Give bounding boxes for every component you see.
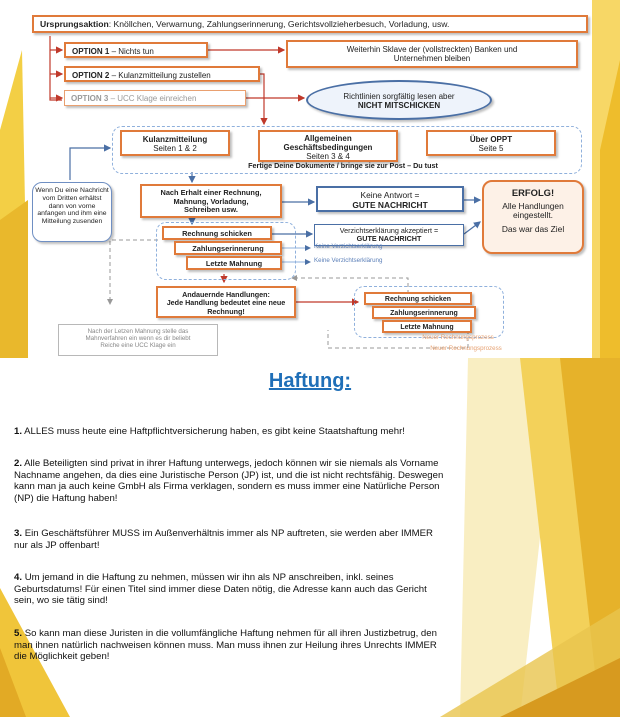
paragraph-1-number: 1. (14, 426, 23, 437)
after-invoice-box (140, 184, 282, 218)
success-title: ERFOLG! (511, 187, 555, 198)
ongoing-line-2: Jede Handlung bedeutet eine neue (166, 298, 286, 308)
no-waiver-2: Keine Verzichtserklärung (314, 257, 383, 264)
third-party-line-3: dann von vorne (48, 202, 96, 210)
doc-agb (258, 130, 398, 162)
paragraph-4-line-3: sein, wo sie tätig sind! (14, 595, 108, 607)
no-answer-line-2: GUTE NACHRICHT (352, 199, 428, 210)
paragraph-2-line-3: kann man ja auch keine GmbH als Firma verklagen, sondern es muss immer eine Natürliche Person (14, 481, 440, 493)
doc-oppt-pages: Seite 5 (478, 144, 504, 154)
new-payment-reminder-box: Zahlungserinnerung (372, 306, 476, 319)
last-reminder-box: Letzte Mahnung (186, 256, 282, 270)
option-2-box (64, 66, 260, 82)
doc-oppt (426, 130, 556, 156)
origin-action-label: Ursprungsaktion (40, 19, 109, 29)
success-line-2: eingestellt. (512, 210, 554, 221)
haftung-title: Haftung: (268, 370, 352, 392)
option-1-result-box (286, 40, 578, 68)
no-waiver-1: Keine Verzichtserklärung (314, 243, 383, 250)
paragraph-2 (14, 458, 604, 504)
after-invoice-line-1: Nach Erhalt einer Rechnung, (160, 188, 262, 197)
paragraph-4-number: 4. (14, 572, 23, 583)
paragraph-3-line-2: nur als JP offenbart! (14, 539, 100, 551)
doc-agb-pages: Seiten 3 & 4 (306, 152, 350, 162)
option-3-label: OPTION 3 (71, 94, 109, 103)
option-1-text: – Nichts tun (109, 47, 154, 56)
new-send-invoice-box: Rechnung schicken (364, 292, 472, 305)
paragraph-2-line-4: (NP) die Haftung haben! (14, 492, 118, 504)
after-invoice-line-2: Mahnung, Vorladung, (173, 196, 249, 206)
success-line-3: Das war das Ziel (501, 224, 565, 235)
ongoing-line-1: Andauernde Handlungen: (182, 290, 270, 299)
origin-action-box (32, 15, 588, 33)
paragraph-1 (14, 426, 604, 438)
third-party-line-1: Wenn Du eine Nachricht (35, 187, 109, 194)
option-1-result-line-1: Weiterhin Sklave der (vollstreckten) Banken und (346, 45, 518, 54)
waiver-accepted-line-1: Verzichtserklärung akzeptiert = (339, 226, 439, 235)
option-3-text: – UCC Klage einreichen (108, 94, 197, 103)
option-2-label: OPTION 2 (72, 71, 110, 80)
third-party-line-2: vom Dritten erhältst (42, 194, 102, 202)
paragraph-5-number: 5. (14, 628, 23, 639)
documents-caption: Fertige Deine Dokumente / bringe sie zur Post – Du tust (248, 161, 438, 170)
flowchart-area (28, 12, 592, 358)
new-last-reminder-box: Letzte Mahnung (382, 320, 472, 333)
after-invoice-line-3: Schreiben usw. (184, 205, 238, 215)
paragraph-2-line-1: Alle Beteiligten sind privat in ihrer Haftung unterwegs, jedoch können wir sie niemals als Vorname (24, 458, 439, 469)
option-1-result-line-2: Unternehmen bleiben (393, 54, 471, 64)
option-1-box (64, 42, 208, 58)
doc-kulanzmitteilung-title: Kulanzmitteilung (142, 135, 208, 144)
after-last-line-3: Reiche eine UCC Klage ein (100, 342, 176, 350)
paragraph-5-line-1: So kann man diese Juristen in die vollumfängliche Haftung nehmen für all ihren Justizbetrug, den (24, 628, 437, 639)
paragraph-4-line-1: Um jemand in die Haftung zu nehmen, müssen wir ihn als NP anschreiben, inkl. seines (24, 572, 394, 583)
paragraph-3-line-1: Ein Geschäftsführer MUSS im Außenverhältnis immer als NP auftreten, sie werden aber IMMER (24, 528, 433, 539)
doc-kulanzmitteilung-pages: Seiten 1 & 2 (153, 144, 197, 154)
ongoing-line-3: Rechnung! (207, 306, 245, 316)
paragraph-5 (14, 628, 604, 663)
after-last-line-2: Mahnverfahren ein wenn es dir beliebt (85, 335, 191, 343)
waiver-accepted-line-2: GUTE NACHRICHT (356, 234, 422, 244)
paragraph-5-line-2: man ihnen natürlich nachweisen können muss. Man muss ihnen zur Heilung ihres Unrechts IMMER (14, 639, 437, 651)
warning-ellipse (306, 80, 492, 120)
haftung-slide (0, 358, 620, 717)
doc-agb-title-2: Geschäftsbedingungen (283, 143, 373, 153)
after-last-reminder-box (58, 324, 218, 356)
doc-agb-title-1: Allgemeinen (304, 134, 352, 143)
no-answer-box (316, 186, 464, 212)
third-party-box (32, 182, 112, 242)
paragraph-5-line-3: die Möglichkeit geben! (14, 651, 110, 663)
new-process-label-1: Neuer Rechnungsprozess (422, 334, 494, 341)
send-invoice-box: Rechnung schicken (162, 226, 272, 240)
paragraph-2-line-2: Nachname angehen, da dies eine Juristische Person (JP) ist, und die ist nicht rechtsfähig. Deswegen (14, 469, 444, 481)
paragraph-4-line-2: Geburtsdatums! Für einen Titel sind immer diese Daten nötig, die Adresse kann auch das Gericht (14, 583, 427, 595)
paragraph-1-line-1: ALLES muss heute eine Haftpflichtversicherung haben, es gibt keine Staatshaftung mehr! (24, 426, 405, 437)
option-2-text: – Kulanzmitteilung zustellen (109, 71, 211, 80)
no-answer-line-1: Keine Antwort = (360, 190, 420, 200)
paragraph-3 (14, 528, 604, 551)
third-party-line-4: anfangen und ihm eine (37, 210, 107, 218)
warning-line-2: NICHT MITSCHICKEN (357, 101, 441, 111)
success-box (482, 180, 584, 254)
paragraph-3-number: 3. (14, 528, 23, 539)
flowchart-slide (0, 0, 620, 358)
origin-action-text: : Knöllchen, Verwarnung, Zahlungserinnerung, Gerichtsvollzieherbesuch, Vorladung, usw. (108, 19, 450, 29)
paragraph-4 (14, 572, 604, 607)
warning-line-1: Richtlinien sorgfältig lesen aber (343, 92, 455, 101)
third-party-line-5: Mitteilung zusenden (41, 218, 103, 226)
ongoing-actions-box (156, 286, 296, 318)
after-last-line-1: Nach der Letzen Mahnung stelle das (87, 328, 189, 335)
doc-oppt-title: Über OPPT (469, 135, 513, 144)
option-3-box (64, 90, 246, 106)
success-line-1: Alle Handlungen (502, 200, 564, 211)
doc-kulanzmitteilung (120, 130, 230, 156)
paragraph-2-number: 2. (14, 458, 23, 469)
new-process-label-2: Neuer Rechnungsprozess (430, 345, 502, 352)
option-1-label: OPTION 1 (72, 47, 110, 56)
payment-reminder-box: Zahlungserinnerung (174, 241, 282, 255)
